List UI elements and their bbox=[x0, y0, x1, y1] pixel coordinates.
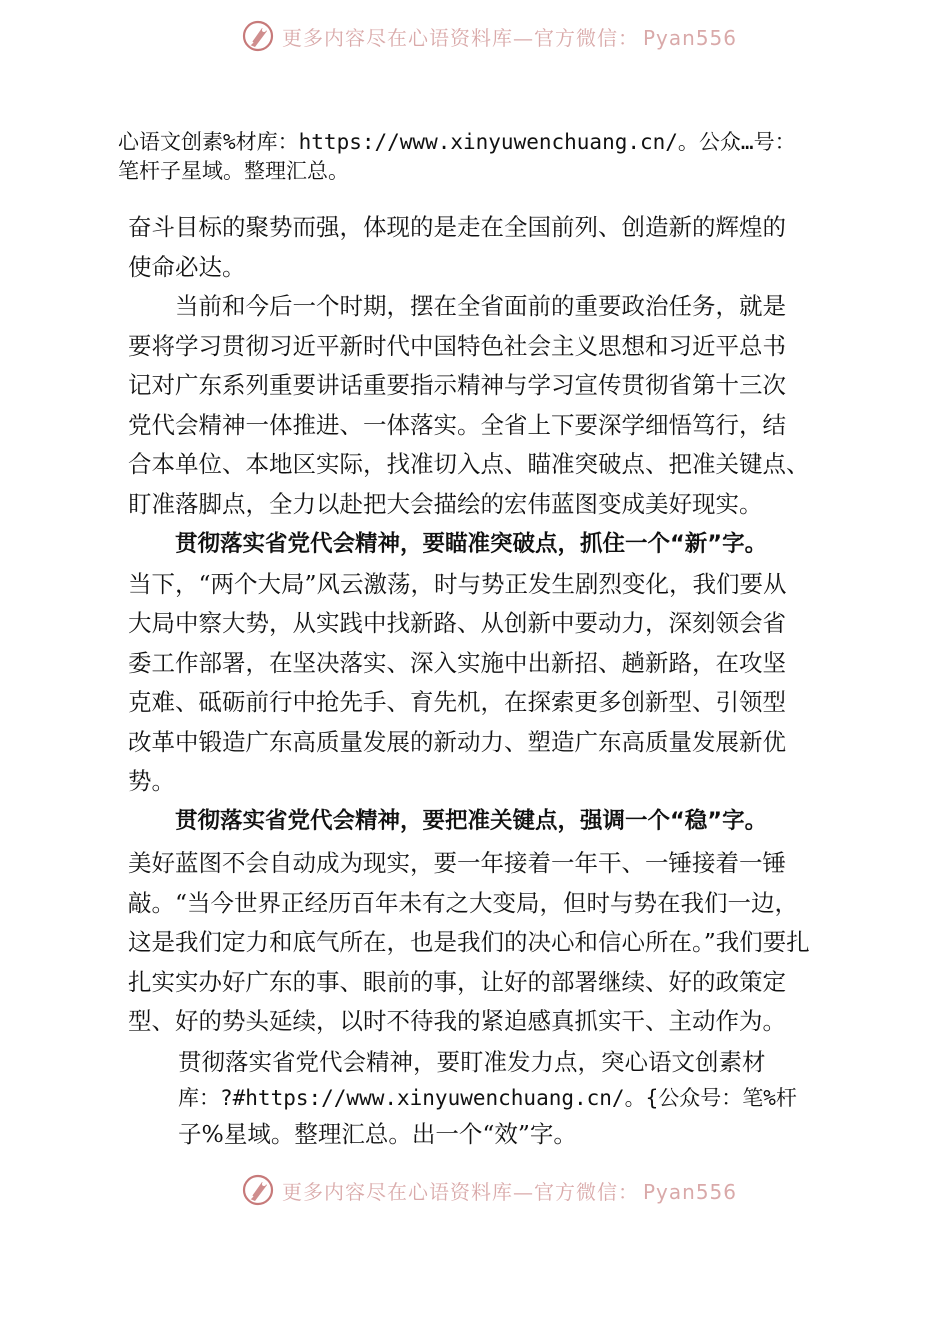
text-line: 贯彻落实省党代会精神，要盯准发力点，突心语文创素材 bbox=[178, 1048, 766, 1076]
header-banner bbox=[240, 16, 737, 56]
footer-banner-handle: Pyan556 bbox=[643, 1179, 738, 1204]
header-banner-handle: Pyan556 bbox=[643, 25, 738, 50]
text-line: 使命必达。 bbox=[128, 252, 246, 281]
section-new bbox=[128, 525, 838, 802]
text-line: 子%星域。整理汇总。出一个“效”字。 bbox=[178, 1120, 577, 1148]
text-line: 大局中察大势，从实践中找新路、从创新中要动力，深刻领会省 bbox=[128, 609, 786, 637]
text-line: 盯准落脚点，全力以赴把大会描绘的宏伟蓝图变成美好现实。 bbox=[128, 489, 763, 518]
section-heading-new: 贯彻落实省党代会精神，要瞄准突破点，抓住一个“新”字。 bbox=[175, 531, 768, 557]
paragraph-2 bbox=[128, 287, 838, 524]
source-note-line: 心语文创素%材库：https://www.xinyuwenchuang.cn/。公众…号： bbox=[118, 130, 796, 154]
text-line: 委工作部署，在坚决落实、深入实施中出新招、趟新路，在攻坚 bbox=[128, 648, 786, 677]
header-banner-text: 更多内容尽在心语资料库—官方微信： Pyan556 bbox=[282, 25, 738, 50]
text-line: 合本单位、本地区实际，找准切入点、瞄准突破点、把准关键点、 bbox=[128, 450, 810, 478]
paragraph-1 bbox=[128, 208, 838, 287]
footer-banner bbox=[240, 1170, 737, 1210]
text-line: 美好蓝图不会自动成为现实，要一年接着一年干、一锤接着一锤 bbox=[128, 849, 786, 877]
paragraph-4 bbox=[128, 844, 838, 1042]
paragraph-5 bbox=[178, 1044, 858, 1152]
footer-banner-text: 更多内容尽在心语资料库—官方微信： Pyan556 bbox=[282, 1179, 738, 1204]
text-line: 敲。“当今世界正经历百年未有之大变局，但时与势在我们一边， bbox=[128, 888, 799, 917]
text-line: 要将学习贯彻习近平新时代中国特色社会主义思想和习近平总书 bbox=[128, 331, 786, 360]
section-heading-stable: 贯彻落实省党代会精神，要把准关键点，强调一个“稳”字。 bbox=[175, 808, 768, 834]
text-line: 这是我们定力和底气所在，也是我们的决心和信心所在。”我们要扎 bbox=[128, 928, 810, 956]
source-note-line: 笔杆子星域。整理汇总。 bbox=[118, 159, 349, 183]
pen-nib-icon bbox=[240, 1172, 276, 1208]
source-note bbox=[118, 128, 796, 186]
text-line: 型、好的势头延续，以时不待我的紧迫感真抓实干、主动作为。 bbox=[128, 1007, 786, 1035]
text-line: 奋斗目标的聚势而强，体现的是走在全国前列、创造新的辉煌的 bbox=[128, 213, 786, 241]
pen-nib-icon bbox=[240, 18, 276, 54]
section-stable bbox=[128, 802, 838, 842]
text-line: 党代会精神一体推进、一体落实。全省上下要深学细悟笃行，结 bbox=[128, 410, 786, 439]
text-line: 库：?#https://www.xinyuwenchuang.cn/。{公众号：笔%杆 bbox=[178, 1086, 797, 1110]
text-line: 克难、砥砺前行中抢先手、育先机，在探索更多创新型、引领型 bbox=[128, 688, 786, 716]
text-line: 改革中锻造广东高质量发展的新动力、塑造广东高质量发展新优 bbox=[128, 727, 786, 756]
text-line: 当下，“两个大局”风云激荡，时与势正发生剧烈变化，我们要从 bbox=[128, 569, 787, 598]
text-line: 记对广东系列重要讲话重要指示精神与学习宣传贯彻省第十三次 bbox=[128, 371, 786, 399]
text-line: 当前和今后一个时期，摆在全省面前的重要政治任务，就是 bbox=[175, 292, 786, 320]
text-line: 扎实实办好广东的事、眼前的事，让好的部署继续、好的政策定 bbox=[128, 967, 786, 996]
text-line: 势。 bbox=[128, 767, 175, 795]
